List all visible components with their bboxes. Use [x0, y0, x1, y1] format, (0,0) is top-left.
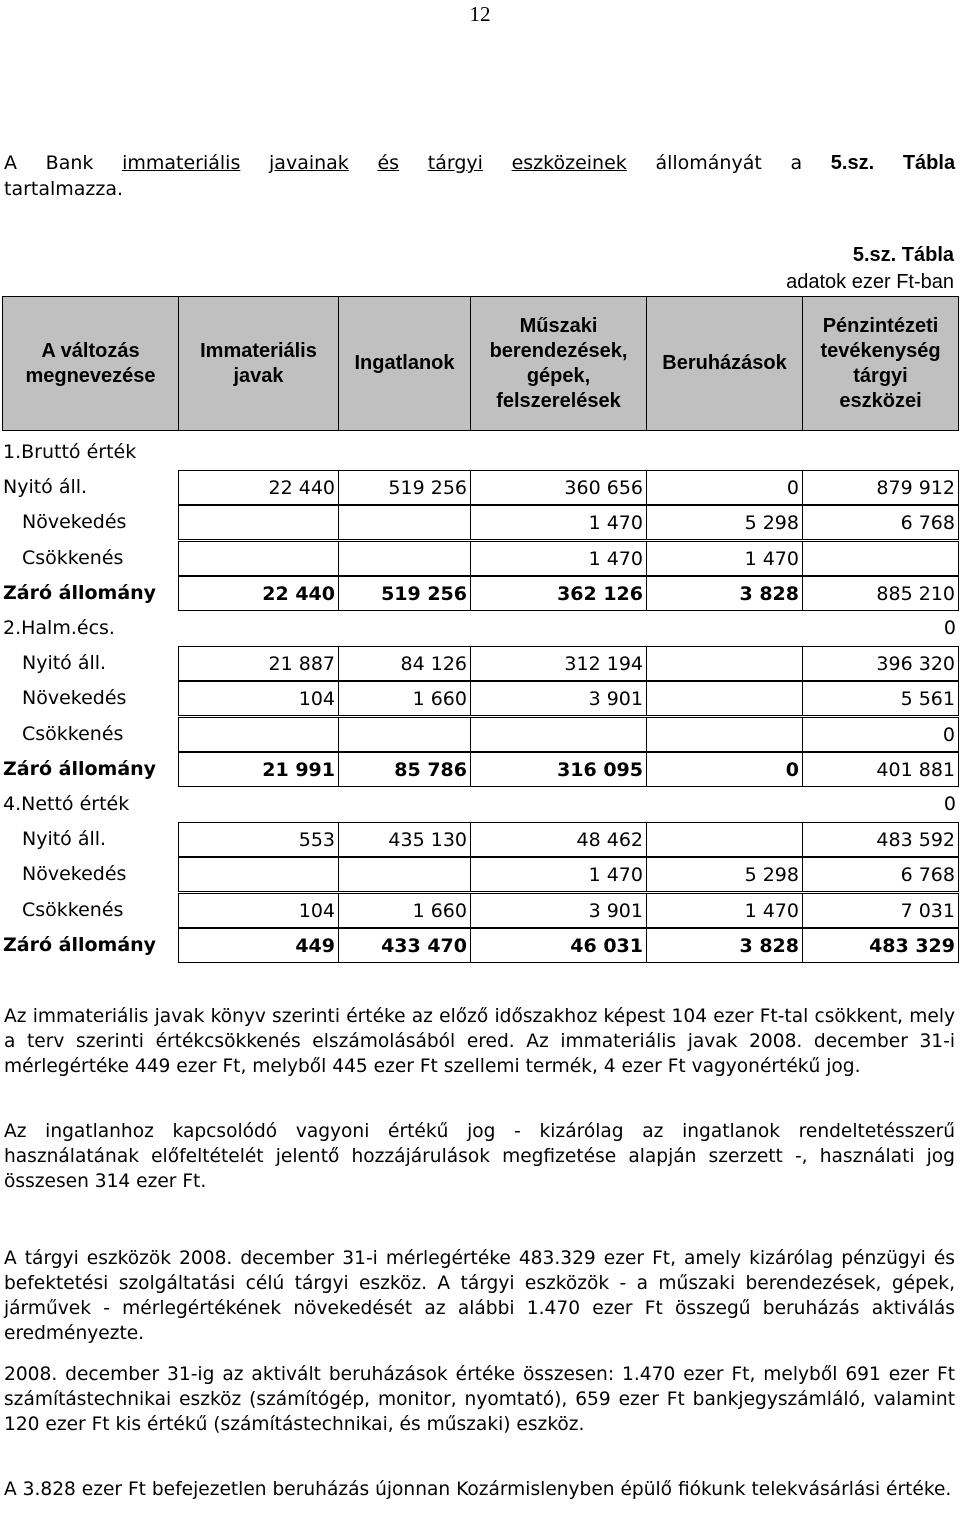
value-cell — [178, 505, 339, 540]
table-row — [0, 822, 958, 857]
row-label: 4.Nettó érték — [3, 793, 130, 815]
value-cell — [338, 787, 471, 822]
note-paragraph: A 3.828 ezer Ft befejezetlen beruházás újonnan Kozármislenyben épülő fiókunk telekvásárlási értéke. — [4, 1479, 952, 1500]
value-cell — [178, 435, 339, 470]
table-row — [0, 893, 958, 928]
table-row — [0, 611, 958, 646]
table-row — [0, 576, 958, 611]
value-cell: 433 470 — [338, 928, 471, 963]
table-row — [0, 541, 958, 576]
table-row — [0, 752, 958, 787]
value-cell — [470, 611, 647, 646]
value-cell: 3 828 — [646, 928, 803, 963]
value-cell — [338, 505, 471, 540]
note-paragraph: Az immateriális javak könyv szerinti értéke az előző időszakhoz képest 104 ezer Ft-tal csökkent, mely a terv szerinti értékcsökkenés elszámolásából ered. Az immateriális javak 2008. december 31-i mérlegértéke 449 ezer Ft, melyből 445 ezer Ft szellemi termék, 4 ezer Ft vagyonértékű jog. — [4, 1006, 955, 1077]
value-cell — [470, 787, 647, 822]
note-paragraph: 2008. december 31-ig az aktivált beruházások értéke összesen: 1.470 ezer Ft, melyből 691 ezer Ft számítástechnikai eszköz (számítógép, monitor, nyomtató), 659 ezer Ft bankjegyszámláló, valamint 120 ezer Ft kis értékű (számítástechnikai, és műszaki) eszköz. — [4, 1364, 955, 1435]
value-cell: 21 991 — [178, 752, 339, 787]
row-label: Nyitó áll. — [22, 828, 107, 851]
value-cell — [178, 717, 339, 752]
value-cell — [802, 435, 959, 470]
table-row — [0, 717, 958, 752]
value-cell: 1 470 — [646, 541, 803, 576]
value-cell: 0 — [943, 617, 956, 639]
intro-underlined-word: immateriális — [122, 152, 241, 174]
value-cell: 46 031 — [470, 928, 647, 963]
value-cell — [178, 611, 339, 646]
row-label: Csökkenés — [22, 898, 124, 921]
intro-word: állományát — [655, 152, 762, 174]
value-cell: 3 901 — [470, 893, 647, 928]
table-row — [0, 681, 958, 716]
value-cell — [646, 822, 803, 857]
value-cell: 879 912 — [802, 470, 959, 505]
row-label: Csökkenés — [22, 546, 124, 569]
value-cell: 519 256 — [338, 470, 471, 505]
value-cell: 1 470 — [470, 505, 647, 540]
table-row — [0, 787, 958, 822]
intro-underlined-word: javainak — [269, 152, 349, 174]
row-label: 1.Bruttó érték — [3, 441, 137, 463]
intro-word: A — [4, 152, 17, 174]
value-cell — [802, 541, 959, 576]
table-row — [0, 470, 958, 505]
value-cell: 519 256 — [338, 576, 471, 611]
value-cell — [178, 541, 339, 576]
value-cell — [646, 611, 803, 646]
value-cell: 5 298 — [646, 857, 803, 892]
value-cell: 84 126 — [338, 646, 471, 681]
table-row — [0, 435, 958, 470]
table-row — [0, 857, 958, 892]
intro-word: Bank — [45, 152, 94, 174]
value-cell: 553 — [178, 822, 339, 857]
value-cell: 22 440 — [178, 470, 339, 505]
intro-line-2: tartalmazza. — [4, 178, 124, 200]
row-label: Növekedés — [22, 863, 127, 886]
table-unit: adatok ezer Ft-ban — [786, 271, 954, 293]
value-cell: 401 881 — [802, 752, 959, 787]
value-cell: 1 660 — [338, 681, 471, 716]
table-row — [0, 505, 958, 540]
value-cell: 6 768 — [802, 857, 959, 892]
header-cell: Immateriális javak — [178, 296, 339, 431]
intro-bold-ref: Tábla — [902, 152, 956, 174]
intro-word: a — [790, 152, 803, 174]
value-cell: 3 901 — [470, 681, 647, 716]
row-label: Csökkenés — [22, 722, 124, 745]
row-label: Záró állomány — [3, 757, 157, 780]
header-cell: A változás megnevezése — [2, 296, 179, 431]
value-cell — [338, 717, 471, 752]
value-cell: 0 — [646, 470, 803, 505]
value-cell: 435 130 — [338, 822, 471, 857]
value-cell: 1 470 — [646, 893, 803, 928]
value-cell — [646, 681, 803, 716]
row-label: Záró állomány — [3, 581, 157, 604]
value-cell — [470, 435, 647, 470]
value-cell: 0 — [802, 717, 959, 752]
table-row — [0, 646, 958, 681]
value-cell: 1 470 — [470, 541, 647, 576]
value-cell — [646, 787, 803, 822]
value-cell — [338, 435, 471, 470]
value-cell: 48 462 — [470, 822, 647, 857]
header-cell: Ingatlanok — [338, 296, 471, 431]
value-cell — [338, 611, 471, 646]
row-label: Növekedés — [22, 687, 127, 710]
value-cell: 483 329 — [802, 928, 959, 963]
page-number: 12 — [469, 2, 491, 26]
value-cell — [646, 646, 803, 681]
row-label: Nyitó áll. — [3, 476, 88, 499]
header-cell: Műszaki berendezések, gépek, felszerelések — [470, 296, 647, 431]
header-cell: Beruházások — [646, 296, 803, 431]
note-paragraph: Az ingatlanhoz kapcsolódó vagyoni értékű jog - kizárólag az ingatlanok rendeltetésszerű használatának előfeltételét jelentő hozzájárulások megfizetése alapján szerzett -, használati jog összesen 314 ezer Ft. — [4, 1121, 955, 1192]
value-cell: 5 561 — [802, 681, 959, 716]
value-cell: 483 592 — [802, 822, 959, 857]
value-cell: 0 — [646, 752, 803, 787]
table-title: 5.sz. Tábla — [852, 244, 954, 266]
intro-underlined-word: tárgyi — [427, 152, 483, 174]
value-cell: 396 320 — [802, 646, 959, 681]
intro-underlined-word: eszközeinek — [511, 152, 627, 174]
value-cell: 449 — [178, 928, 339, 963]
value-cell: 360 656 — [470, 470, 647, 505]
value-cell: 1 470 — [470, 857, 647, 892]
value-cell: 7 031 — [802, 893, 959, 928]
value-cell — [646, 435, 803, 470]
value-cell: 316 095 — [470, 752, 647, 787]
note-paragraph: A tárgyi eszközök 2008. december 31-i mérlegértéke 483.329 ezer Ft, amely kizárólag pénzügyi és befektetési szolgáltatási célú tárgyi eszköz. A tárgyi eszközök - a műszaki berendezések, gépek, járművek - mérlegértékének növekedését az alábbi 1.470 ezer Ft összegű beruházás aktiválás eredményezte. — [4, 1248, 955, 1344]
value-cell: 362 126 — [470, 576, 647, 611]
value-cell: 1 660 — [338, 893, 471, 928]
value-cell: 104 — [178, 681, 339, 716]
value-cell — [178, 787, 339, 822]
value-cell: 3 828 — [646, 576, 803, 611]
value-cell: 21 887 — [178, 646, 339, 681]
value-cell: 22 440 — [178, 576, 339, 611]
row-label: Növekedés — [22, 511, 127, 534]
value-cell: 312 194 — [470, 646, 647, 681]
value-cell: 85 786 — [338, 752, 471, 787]
value-cell — [646, 717, 803, 752]
value-cell — [178, 857, 339, 892]
value-cell: 0 — [943, 793, 956, 815]
intro-bold-ref: 5.sz. — [830, 152, 875, 174]
value-cell — [470, 717, 647, 752]
row-label: 2.Halm.écs. — [3, 617, 115, 639]
value-cell: 104 — [178, 893, 339, 928]
value-cell: 6 768 — [802, 505, 959, 540]
row-label: Záró állomány — [3, 933, 157, 956]
row-label: Nyitó áll. — [22, 652, 107, 675]
value-cell: 5 298 — [646, 505, 803, 540]
intro-underlined-word: és — [377, 152, 400, 174]
table-row — [0, 928, 958, 963]
value-cell — [338, 541, 471, 576]
header-cell: Pénzintézeti tevékenység tárgyi eszközei — [802, 296, 959, 431]
value-cell — [338, 857, 471, 892]
value-cell: 885 210 — [802, 576, 959, 611]
